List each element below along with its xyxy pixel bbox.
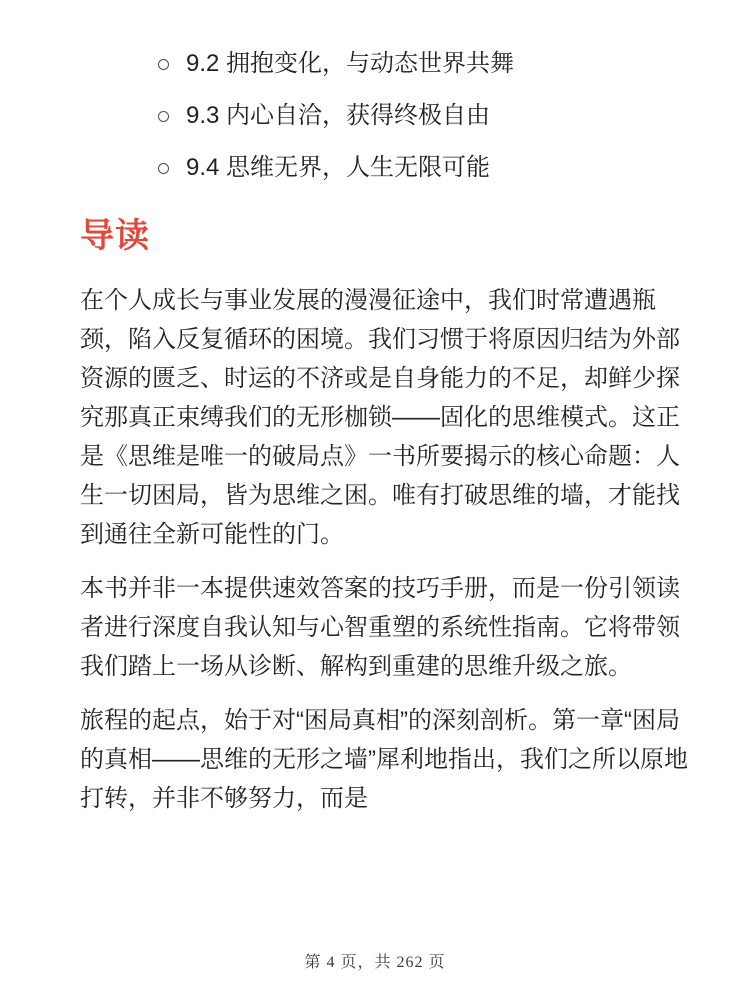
toc-item-label: 9.4 思维无界，人生无限可能 — [186, 154, 491, 181]
body-paragraph: 在个人成长与事业发展的漫漫征途中，我们时常遭遇瓶颈，陷入反复循环的困境。我们习惯于将原因归结为外部资源的匮乏、时运的不济或是自身能力的不足，却鲜少探究那真正束缚我们的无形枷锁——固化的思维模式。这正是《思维是唯一的破局点》一书所要揭示的核心命题：人生一切困局，皆为思维之困。唯有打破思维的墙，才能找到通往全新可能性的门。 — [80, 287, 680, 548]
circle-bullet-icon — [158, 163, 169, 174]
body-paragraph: 旅程的起点，始于对“困局真相”的深刻剖析。第一章“困局的真相——思维的无形之墙”犀利地指出，我们之所以原地打转，并非不够努力，而是 — [80, 707, 688, 812]
section-heading: 导读 — [80, 217, 150, 255]
toc-item-label: 9.3 内心自洽，获得终极自由 — [186, 102, 491, 129]
circle-bullet-icon — [158, 111, 169, 122]
toc-item-label: 9.2 拥抱变化，与动态世界共舞 — [186, 50, 515, 77]
toc-list — [80, 38, 702, 194]
page-indicator: 第 4 页，共 262 页 — [304, 954, 446, 971]
page-footer — [0, 949, 750, 972]
toc-item — [158, 90, 702, 142]
body-paragraph: 本书并非一本提供速效答案的技巧手册，而是一份引领读者进行深度自我认知与心智重塑的系统性指南。它将带领我们踏上一场从诊断、解构到重建的思维升级之旅。 — [80, 575, 680, 680]
toc-item — [158, 142, 702, 194]
circle-bullet-icon — [158, 59, 169, 70]
toc-item — [158, 38, 702, 90]
